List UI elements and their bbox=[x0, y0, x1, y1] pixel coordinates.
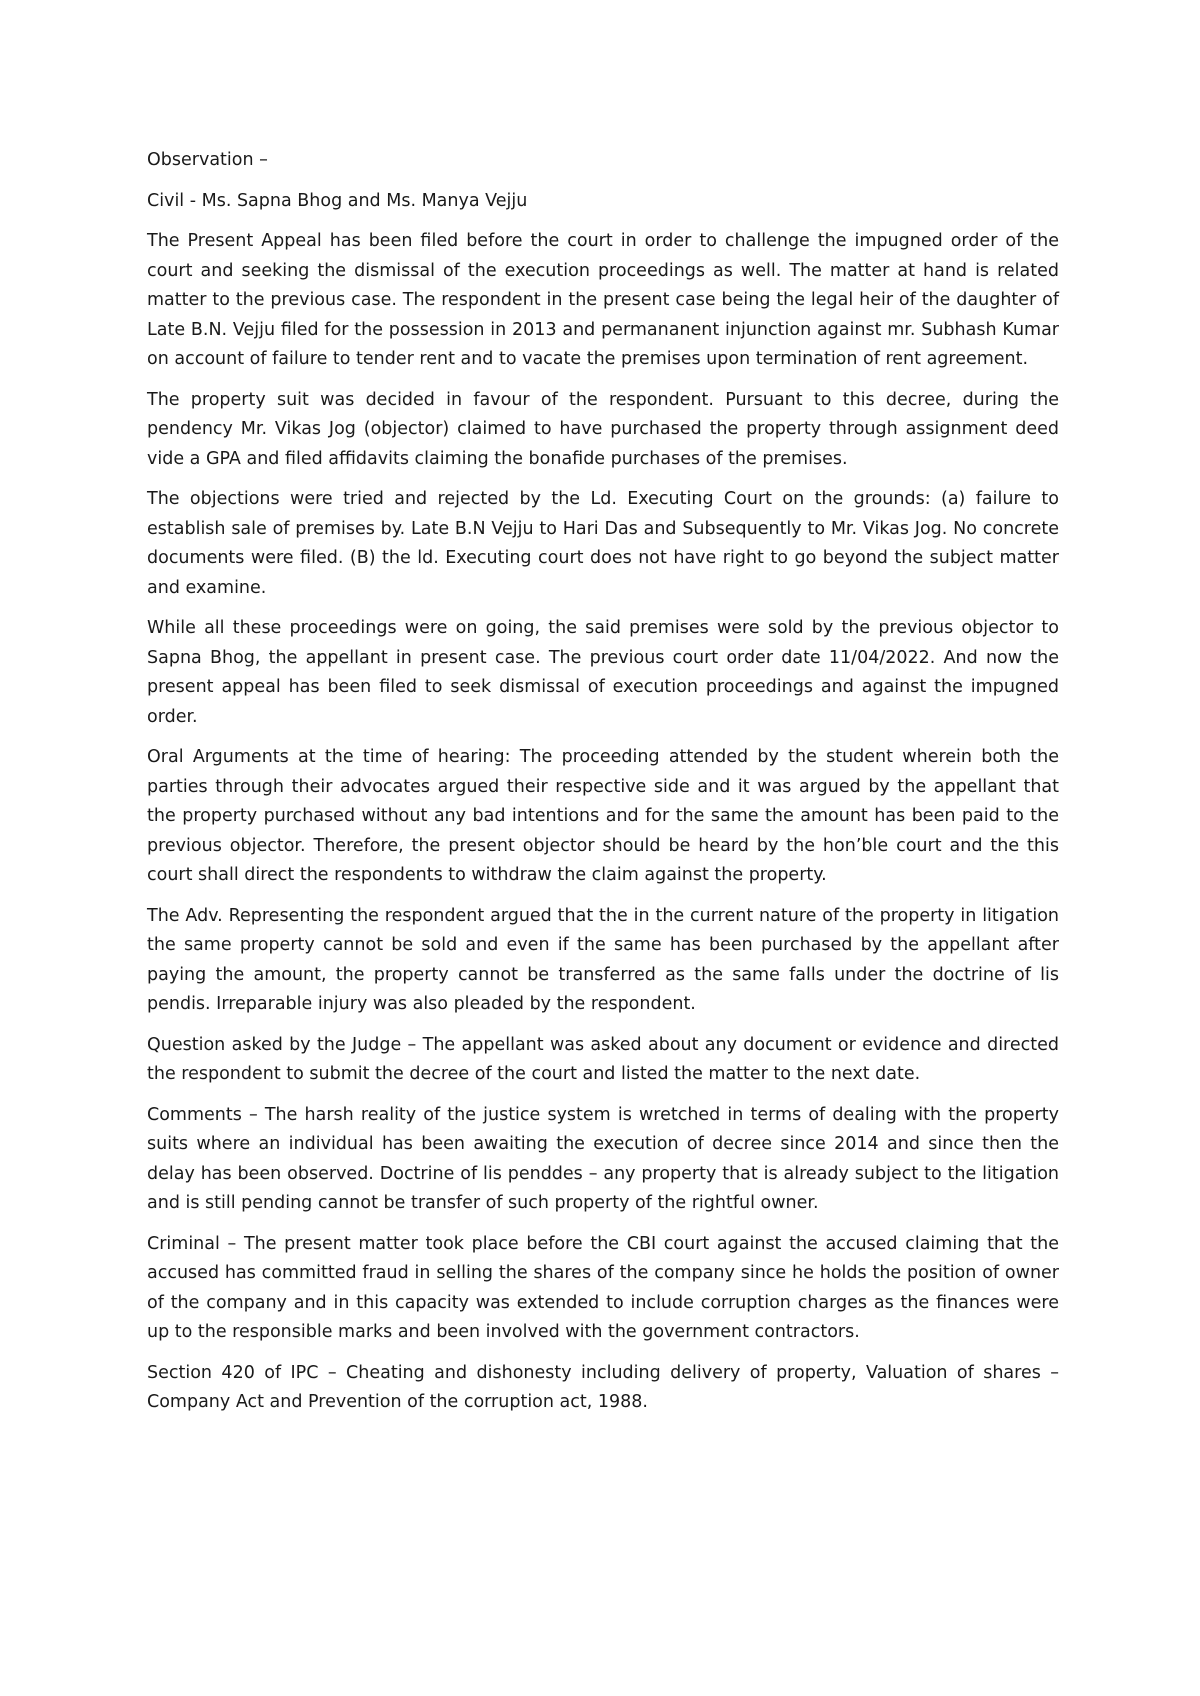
document-body bbox=[147, 146, 1059, 1429]
paragraph-premises-sold: While all these proceedings were on going, the said premises were sold by the previous objector to Sapna Bhog, the appellant in present case. The previous court order date 11/04/2022. And now the present appeal has been filed to seek dismissal of execution proceedings and against the impugned order. bbox=[147, 618, 1059, 727]
paragraph-judge-question: Question asked by the Judge – The appellant was asked about any document or evidence and directed the respondent to submit the decree of the court and listed the matter to the next date. bbox=[147, 1034, 1059, 1084]
paragraph-property-suit: The property suit was decided in favour of the respondent. Pursuant to this decree, during the pendency Mr. Vikas Jog (objector) claimed to have purchased the property through assignment deed vide a GPA and filed affidavits claiming the bonafide purchases of the premises. bbox=[147, 389, 1059, 469]
paragraph-oral-arguments: Oral Arguments at the time of hearing: The proceeding attended by the student wherein both the parties through their advocates argued their respective side and it was argued by the appellant that the property purchased without any bad intentions and for the same the amount has been paid to the previous objector. Therefore, the present objector should be heard by the hon’ble court and the this court shall direct the respondents to withdraw the claim against the property. bbox=[147, 747, 1059, 885]
paragraph-objections: The objections were tried and rejected by the Ld. Executing Court on the grounds: (a) failure to establish sale of premises by. Late B.N Vejju to Hari Das and Subsequently to Mr. Vikas Jog. No concrete documents were filed. (B) the ld. Executing court does not have right to go beyond the subject matter and examine. bbox=[147, 489, 1059, 598]
case-title: Civil - Ms. Sapna Bhog and Ms. Manya Vejju bbox=[147, 190, 528, 211]
paragraph-respondent-argument: The Adv. Representing the respondent argued that the in the current nature of the property in litigation the same property cannot be sold and even if the same has been purchased by the appellant after paying the amount, the property cannot be transferred as the same falls under the doctrine of lis pendis. Irreparable injury was also pleaded by the respondent. bbox=[147, 905, 1059, 1014]
paragraph-section-420: Section 420 of IPC – Cheating and dishonesty including delivery of property, Valuation of shares – Company Act and Prevention of the corruption act, 1988. bbox=[147, 1362, 1059, 1412]
paragraph-appeal-background: The Present Appeal has been filed before the court in order to challenge the impugned order of the court and seeking the dismissal of the execution proceedings as well. The matter at hand is related matter to the previous case. The respondent in the present case being the legal heir of the daughter of Late B.N. Vejju filed for the possession in 2013 and permananent injunction against mr. Subhash Kumar on account of failure to tender rent and to vacate the premises upon termination of rent agreement. bbox=[147, 231, 1059, 369]
document-heading: Observation – bbox=[147, 150, 268, 170]
paragraph-criminal: Criminal – The present matter took place before the CBI court against the accused claiming that the accused has committed fraud in selling the shares of the company since he holds the position of owner of the company and in this capacity was extended to include corruption charges as the finances were up to the responsible marks and been involved with the government contractors. bbox=[147, 1233, 1059, 1342]
paragraph-comments: Comments – The harsh reality of the justice system is wretched in terms of dealing with the property suits where an individual has been awaiting the execution of decree since 2014 and since then the delay has been observed. Doctrine of lis penddes – any property that is already subject to the litigation and is still pending cannot be transfer of such property of the rightful owner. bbox=[147, 1104, 1059, 1213]
